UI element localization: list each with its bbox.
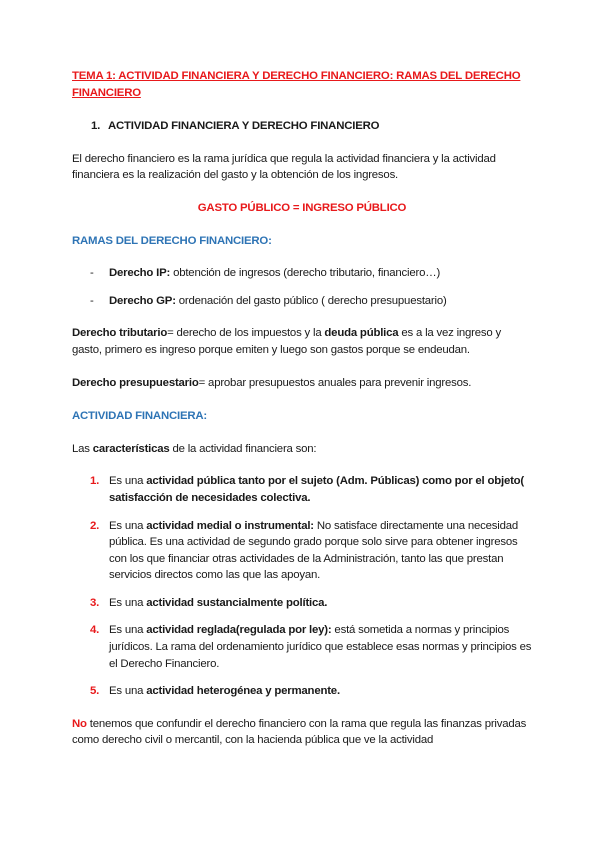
item-number: 1. xyxy=(90,475,100,488)
tributario-text-a: = derecho de los impuestos y la xyxy=(167,327,325,340)
ramas-item-ip xyxy=(72,265,532,282)
actividad-heading: ACTIVIDAD FINANCIERA: xyxy=(72,410,208,423)
dash-bullet: - xyxy=(90,267,94,280)
item-pre: Es una xyxy=(109,519,147,532)
caracteristica-item-5 xyxy=(72,683,532,700)
item-pre: Es una xyxy=(109,624,147,637)
tributario-label: Derecho tributario xyxy=(72,327,168,340)
item-post: No satisface directamente una necesidad pública. Es una actividad de segundo grado porque solo sirve para obtener ingresos con los que financiar otras actividades de la Administración, tanto las que prestan servicios directos como las que las apoyan. xyxy=(109,519,519,582)
actividad-intro xyxy=(72,441,532,458)
closing-paragraph xyxy=(72,716,532,749)
actividad-intro-bold: características xyxy=(92,442,170,455)
ramas-item-text: obtención de ingresos (derecho tributario, financiero…) xyxy=(170,267,441,280)
item-bold: actividad sustancialmente política. xyxy=(146,596,328,609)
presupuestario-label: Derecho presupuestario xyxy=(72,376,199,389)
ramas-heading: RAMAS DEL DERECHO FINANCIERO: xyxy=(72,234,272,247)
section-number: 1. xyxy=(91,120,101,133)
section-heading-text: ACTIVIDAD FINANCIERA Y DERECHO FINANCIERO xyxy=(108,120,380,133)
item-bold: actividad pública tanto por el sujeto (Adm. Públicas) como por el objeto( satisfacción de necesidades colectiva. xyxy=(109,475,525,504)
intro-paragraph: El derecho financiero es la rama jurídica que regula la actividad financiera y la actividad financiera es la realización del gasto y la obtención de los ingresos. xyxy=(72,152,496,182)
ramas-item-label: Derecho IP: xyxy=(109,267,171,280)
caracteristica-item-3 xyxy=(72,595,532,612)
item-bold: actividad reglada(regulada por ley): xyxy=(146,624,332,637)
item-number: 5. xyxy=(90,685,100,698)
item-pre: Es una xyxy=(109,596,147,609)
closing-text: tenemos que confundir el derecho financiero con la rama que regula las finanzas privadas como derecho civil o mercantil, con la hacienda pública que ve la actividad xyxy=(72,717,527,747)
item-post: está sometida a normas y principios jurídicos. La rama del ordenamiento jurídico que establece esas normas y principios es el Derecho Financiero. xyxy=(109,624,532,670)
ramas-item-text: ordenación del gasto público ( derecho presupuestario) xyxy=(175,294,447,307)
caracteristica-item-1 xyxy=(72,473,532,506)
tributario-bold: deuda pública xyxy=(324,327,399,340)
item-pre: Es una xyxy=(109,685,147,698)
item-pre: Es una xyxy=(109,475,147,488)
ramas-item-gp xyxy=(72,293,532,310)
tributario-text-b: es a la vez ingreso y gasto, primero es ingreso porque emiten y luego son gastos porque se endeudan. xyxy=(72,327,502,356)
presupuestario-paragraph xyxy=(72,375,532,392)
ramas-item-label: Derecho GP: xyxy=(109,294,176,307)
caracteristica-item-2 xyxy=(72,518,532,584)
actividad-intro-a: Las xyxy=(72,442,93,455)
document-page xyxy=(72,68,532,749)
tributario-paragraph xyxy=(72,325,532,358)
item-number: 3. xyxy=(90,596,100,609)
item-bold: actividad heterogénea y permanente. xyxy=(146,685,340,698)
section-heading-1 xyxy=(91,118,532,135)
item-bold: actividad medial o instrumental: xyxy=(146,519,314,532)
actividad-intro-b: de la actividad financiera son: xyxy=(169,442,317,455)
item-number: 2. xyxy=(90,519,100,532)
closing-no: No xyxy=(72,717,87,730)
presupuestario-text: = aprobar presupuestos anuales para prevenir ingresos. xyxy=(198,376,472,389)
item-number: 4. xyxy=(90,624,100,637)
equation-line: GASTO PÚBLICO = INGRESO PÚBLICO xyxy=(197,201,407,214)
caracteristica-item-4 xyxy=(72,622,532,672)
document-title: TEMA 1: ACTIVIDAD FINANCIERA Y DERECHO FINANCIERO: RAMAS DEL DERECHO FINANCIERO xyxy=(72,70,521,99)
dash-bullet: - xyxy=(90,294,94,307)
